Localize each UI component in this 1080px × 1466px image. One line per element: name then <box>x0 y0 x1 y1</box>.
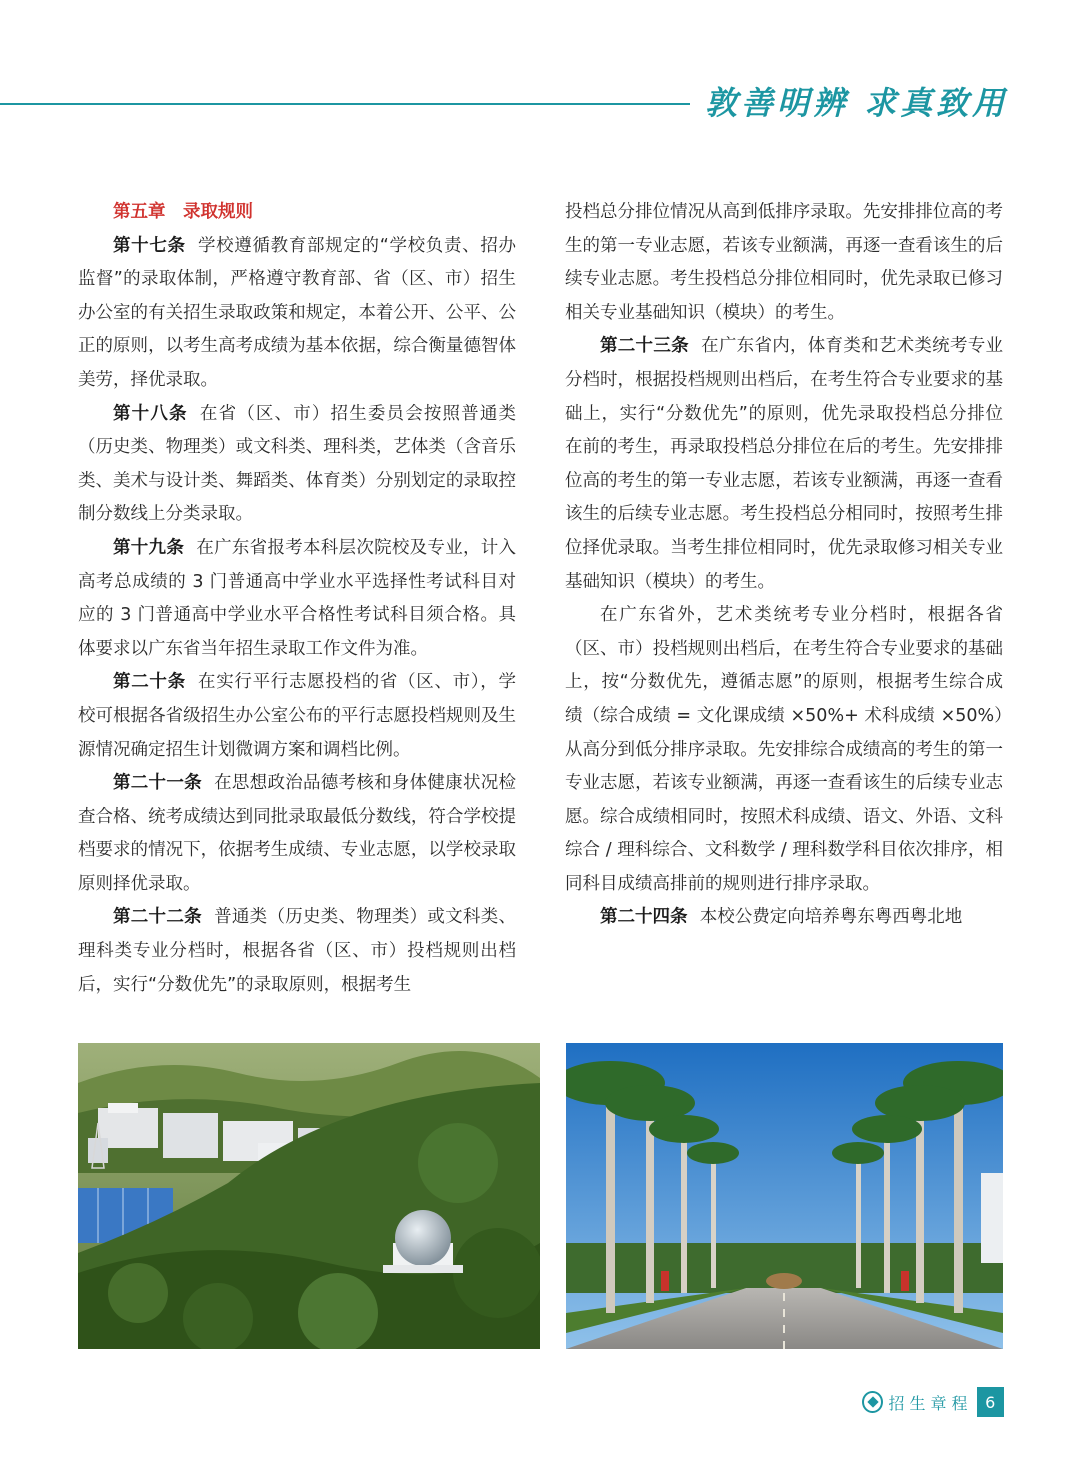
article-text: 在实行平行志愿投档的省（区、市），学校可根据各省级招生办公室公布的平行志愿投档规则及生源情况确定招生计划微调方案和调档比例。 <box>78 672 517 760</box>
article-text: 本校公费定向培养粤东粤西粤北地 <box>699 907 963 928</box>
article-22 <box>78 901 516 1002</box>
article-label: 第十九条 <box>113 537 185 558</box>
article-label: 第十八条 <box>113 403 188 424</box>
article-23 <box>565 330 1003 599</box>
chapter-number: 第五章 <box>113 202 166 222</box>
palm-avenue-photo <box>566 1043 1003 1349</box>
chapter-heading <box>78 196 516 230</box>
chapter-title: 录取规则 <box>183 202 253 222</box>
left-column <box>78 196 516 1002</box>
article-24 <box>565 901 1003 935</box>
article-text: 学校遵循教育部规定的“学校负责、招办监督”的录取体制，严格遵守教育部、省（区、市）招生办公室的有关招生录取政策和规定，本着公开、公平、公正的原则，以考生高考成绩为基本依据，综合衡量德智体美劳，择优录取。 <box>78 235 516 390</box>
footer <box>862 1387 1004 1417</box>
article-21 <box>78 767 516 901</box>
article-17 <box>78 230 516 398</box>
article-label: 第二十四条 <box>600 907 688 928</box>
article-text: 在广东省内，体育类和艺术类统考专业分档时，根据投档规则出档后，在考生符合专业要求的基础上，实行“分数优先”的原则，优先录取投档总分排位在前的考生，再录取投档总分排位在后的考生。先安排排位高的考生的第一专业志愿，若该专业额满，再逐一查看该生的后续专业志愿。考生投档总分相同时，按照考生排位择优录取。当考生排位相同时，优先录取修习相关专业基础知识（模块）的考生。 <box>565 336 1004 592</box>
article-text: 普通类（历史类、物理类）或文科类、理科类专业分档时，根据各省（区、市）投档规则出档后，实行“分数优先”的录取原则，根据考生 <box>78 907 517 995</box>
article-label: 第二十一条 <box>113 773 202 794</box>
article-20 <box>78 666 516 767</box>
article-22-continued: 投档总分排位情况从高到低排序录取。先安排排位高的考生的第一专业志愿，若该专业额满，再逐一查看该生的后续专业志愿。考生投档总分排位相同时，优先录取已修习相关专业基础知识（模块）的考生。 <box>565 202 1003 323</box>
article-text: 在思想政治品德考核和身体健康状况检查合格、统考成绩达到同批录取最低分数线，符合学校提档要求的情况下，依据考生成绩、专业志愿，以学校录取原则择优录取。 <box>78 773 517 894</box>
article-label: 第二十二条 <box>113 907 202 928</box>
emblem-icon <box>862 1391 883 1413</box>
article-18 <box>78 398 516 532</box>
article-23-paragraph-2: 在广东省外，艺术类统考专业分档时，根据各省（区、市）投档规则出档后，在考生符合专业要求的基础上，按“分数优先，遵循志愿”的原则，根据考生综合成绩（综合成绩 = 文化课成绩 ×50%+ 术科成绩 ×50%）从高分到低分排序录取。先安排综合成绩高的考生的第一专业志愿，若该专业额满，再逐一查看该生的后续专业志愿。综合成绩相同时，按照术科成绩、语文、外语、文科综合 / 理科综合、文科数学 / 理科数学科目依次排序，相同科目成绩高排前的规则进行排序录取。 <box>565 605 1003 894</box>
article-text: 在省（区、市）招生委员会按照普通类（历史类、物理类）或文科类、理科类，艺体类（含音乐类、美术与设计类、舞蹈类、体育类）分别划定的录取控制分数线上分类录取。 <box>78 403 517 525</box>
article-label: 第二十三条 <box>600 336 689 357</box>
article-text: 在广东省报考本科层次院校及专业，计入高考总成绩的 3 门普通高中学业水平选择性考试科目对应的 3 门普通高中学业水平合格性考试科目须合格。具体要求以广东省当年招生录取工作文件为准。 <box>78 537 517 659</box>
article-label: 第十七条 <box>113 235 186 256</box>
header-motto: 敦善明辨 求真致用 <box>705 84 1009 122</box>
right-column <box>565 196 1003 935</box>
header-rule <box>0 103 690 105</box>
article-19 <box>78 532 516 666</box>
campus-aerial-photo <box>78 1043 540 1349</box>
page-number: 6 <box>977 1387 1004 1417</box>
footer-label: 招生章程 <box>888 1393 973 1413</box>
article-label: 第二十条 <box>113 672 186 693</box>
